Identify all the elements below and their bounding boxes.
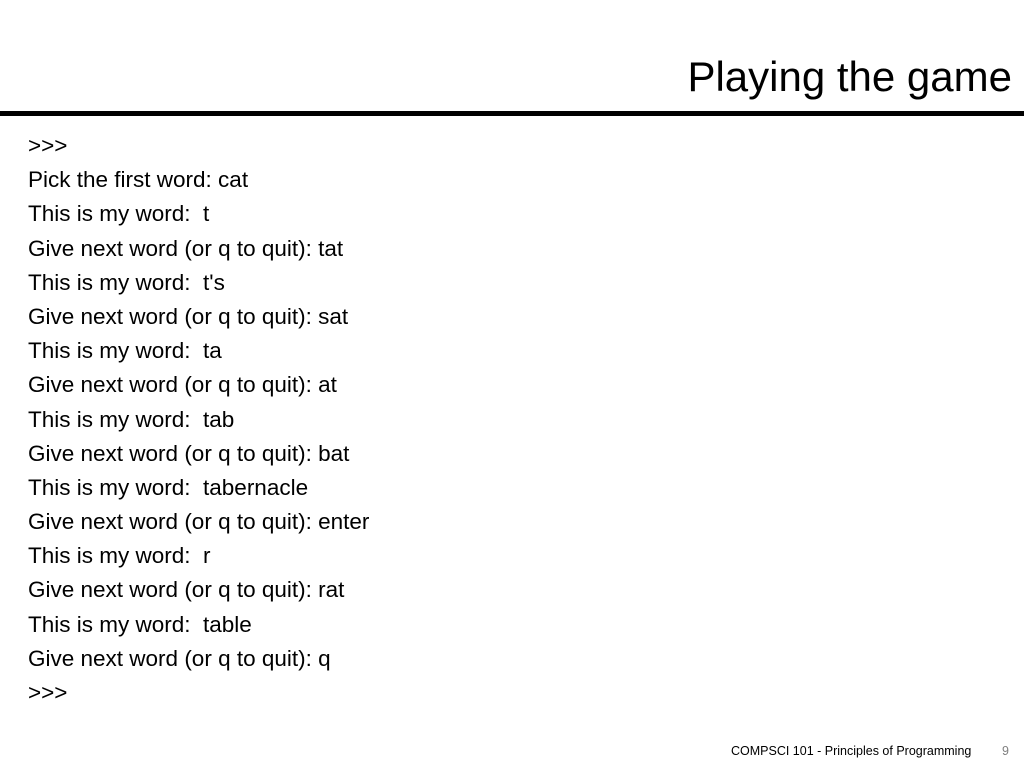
transcript-line: This is my word: r bbox=[28, 543, 211, 569]
transcript-line: Give next word (or q to quit): rat bbox=[28, 577, 345, 603]
transcript-line: Give next word (or q to quit): enter bbox=[28, 509, 370, 535]
transcript-line: >>> bbox=[28, 133, 68, 158]
transcript-line: Give next word (or q to quit): at bbox=[28, 372, 337, 398]
transcript-line: >>> bbox=[28, 680, 68, 705]
transcript-line: Give next word (or q to quit): sat bbox=[28, 303, 349, 329]
slide-footer: COMPSCI 101 - Principles of Programming bbox=[731, 744, 972, 758]
transcript-line: Give next word (or q to quit): tat bbox=[28, 235, 344, 261]
transcript-line: This is my word: tabernacle bbox=[28, 474, 309, 500]
slide-number: 9 bbox=[1002, 744, 1009, 758]
transcript-line: This is my word: t's bbox=[28, 269, 225, 295]
transcript-line: Give next word (or q to quit): bat bbox=[28, 440, 350, 466]
transcript-line: This is my word: table bbox=[28, 611, 252, 637]
title-divider bbox=[0, 111, 1024, 116]
console-transcript bbox=[28, 129, 369, 710]
slide-title: Playing the game bbox=[687, 53, 1012, 100]
transcript-line: This is my word: tab bbox=[28, 406, 235, 432]
transcript-line: Pick the first word: cat bbox=[28, 167, 249, 193]
transcript-line: This is my word: t bbox=[28, 201, 210, 227]
transcript-line: This is my word: ta bbox=[28, 338, 222, 364]
transcript-line: Give next word (or q to quit): q bbox=[28, 645, 331, 671]
